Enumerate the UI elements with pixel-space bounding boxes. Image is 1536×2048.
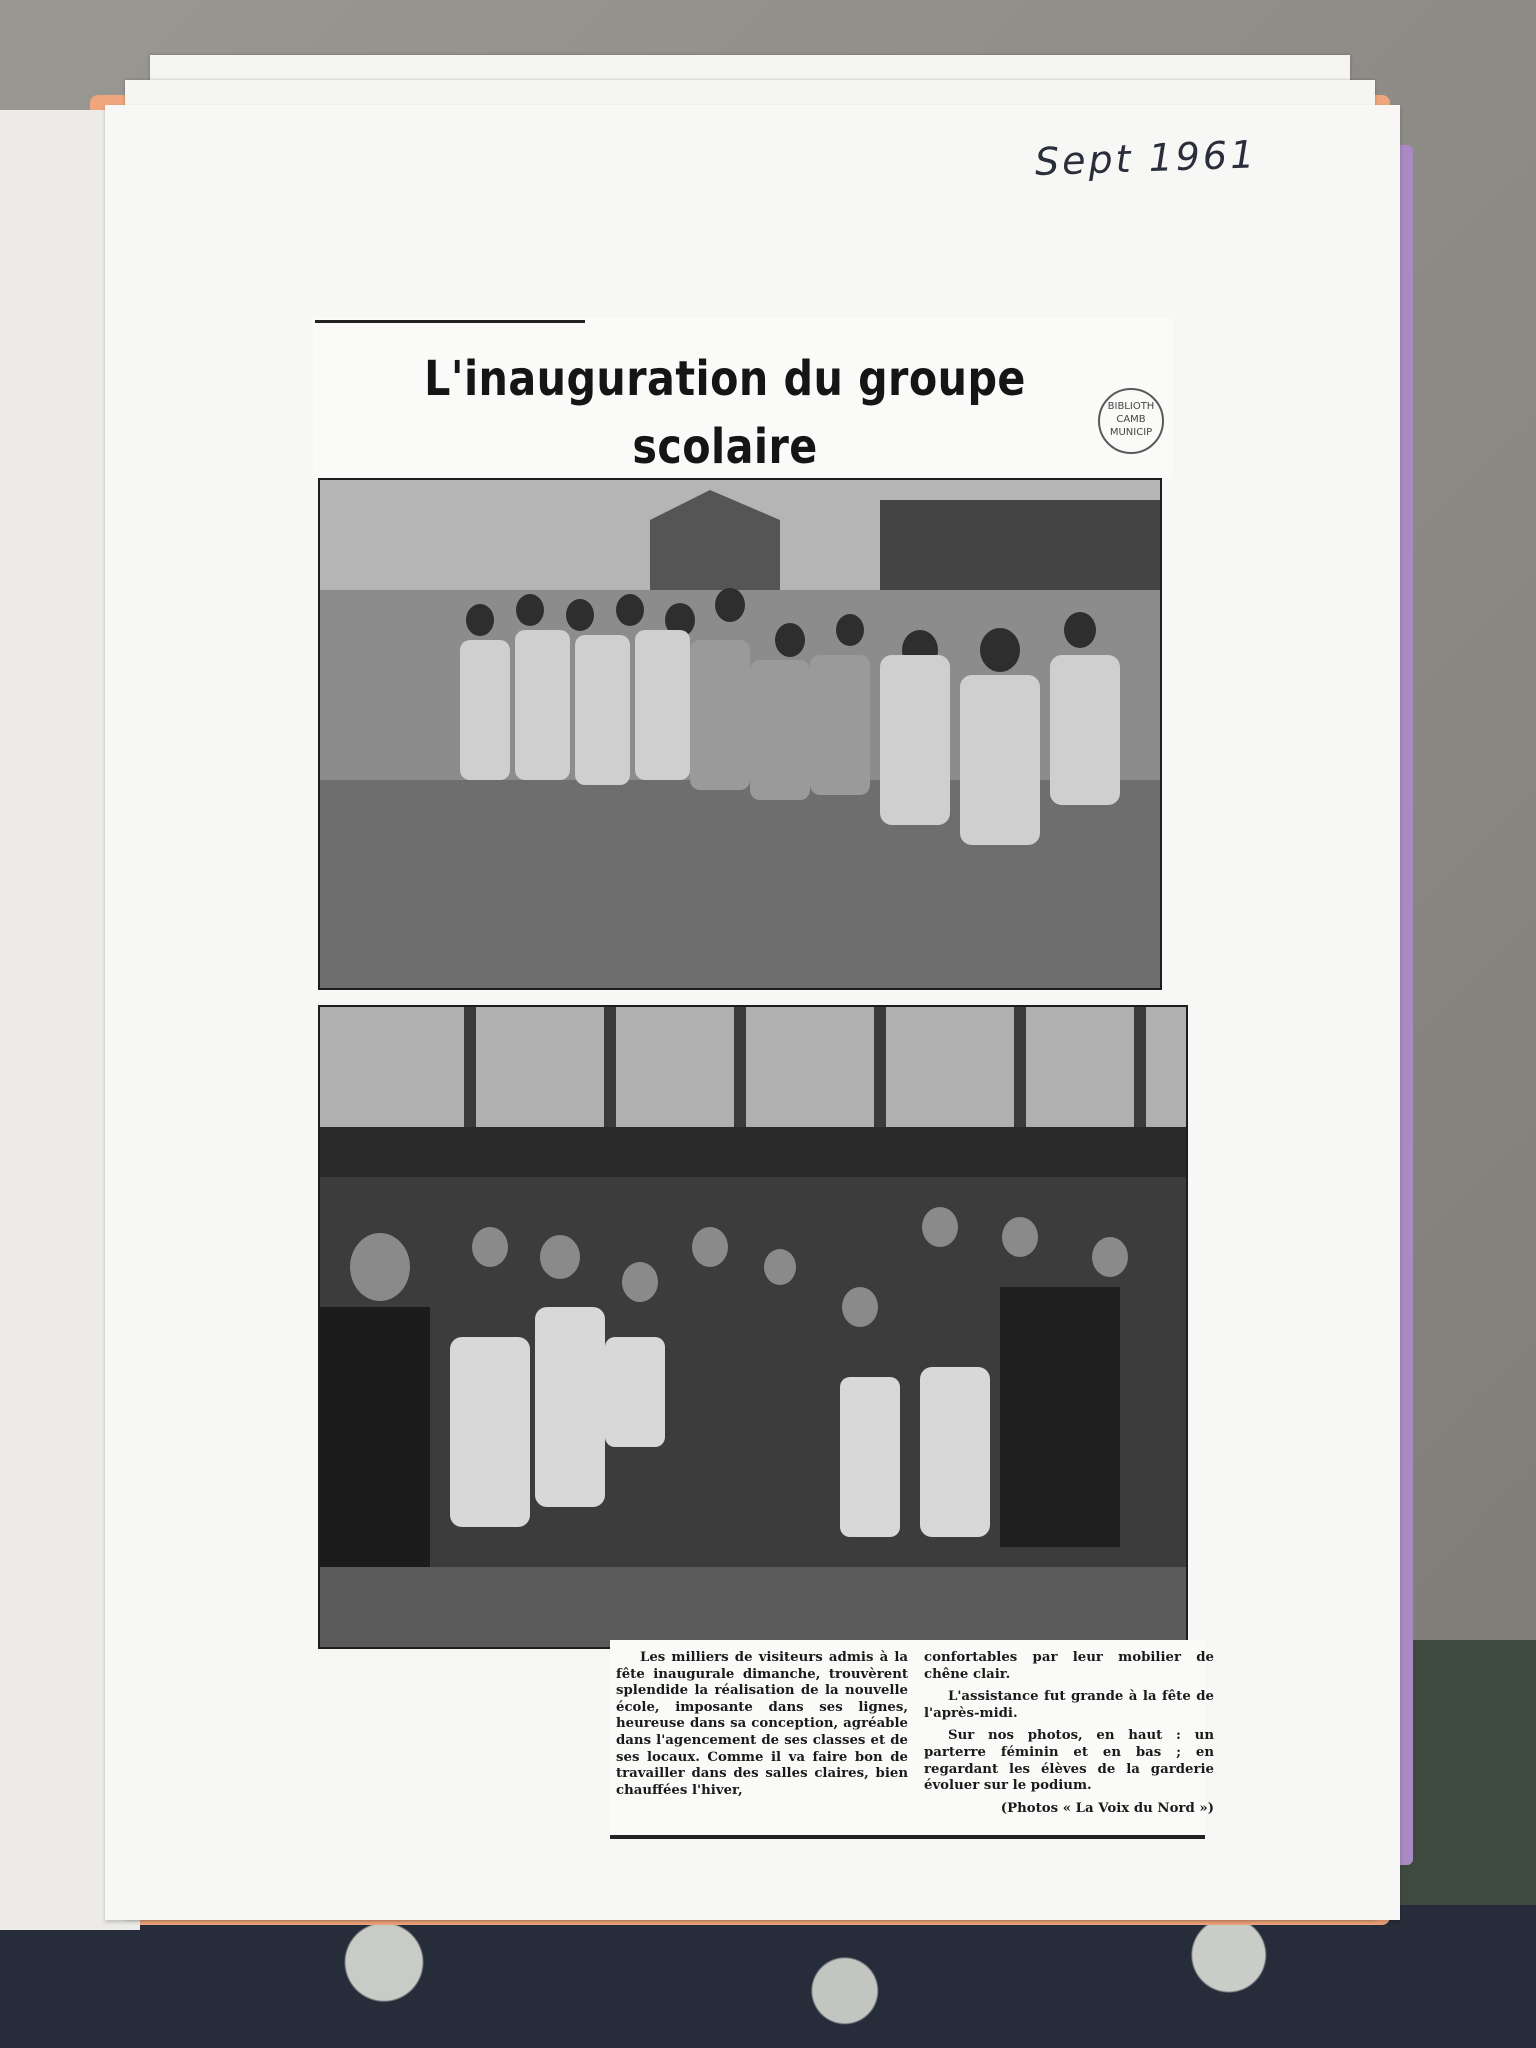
caption-column-2: [924, 1650, 1214, 1823]
stamp-line: MUNICIP: [1109, 427, 1153, 438]
headline-line-1: L'inauguration du groupe scolaire: [424, 351, 1026, 475]
fabric-sleeve: [0, 1905, 1536, 2048]
handwritten-date: Sept 1961: [1034, 132, 1258, 185]
photo-caption: [610, 1640, 1214, 1839]
caption-column-1: [616, 1650, 908, 1805]
caption-paragraph: Sur nos photos, en haut : un parterre féminin et en bas ; en regardant les élèves de la garderie évoluer sur le podium.: [924, 1728, 1214, 1794]
caption-paragraph: L'assistance fut grande à la fête de l'après-midi.: [924, 1689, 1214, 1721]
header-rule: [315, 320, 585, 323]
caption-paragraph: Les milliers de visiteurs admis à la fête inaugurale dimanche, trouvèrent splendide la réalisation de la nouvelle école, imposante dans ses lignes, heureuse dans sa conception, agréable dans l'agencement de ses classes et de ses locaux. Comme il va faire bon de travailler dans des salles claires, bien chauffées l'hiver,: [616, 1650, 908, 1798]
stamp-line: BIBLIOTH: [1107, 401, 1155, 412]
faint-handwriting: [230, 60, 990, 110]
stamp-line: CAMB: [1116, 414, 1146, 425]
caption-paragraph: confortables par leur mobilier de chêne clair.: [924, 1650, 1214, 1682]
photo-credit: (Photos « La Voix du Nord »): [1000, 1800, 1214, 1816]
library-stamp: [1098, 388, 1164, 454]
photo-children-crowd: [318, 1005, 1188, 1649]
photo-women-audience: [318, 478, 1162, 990]
